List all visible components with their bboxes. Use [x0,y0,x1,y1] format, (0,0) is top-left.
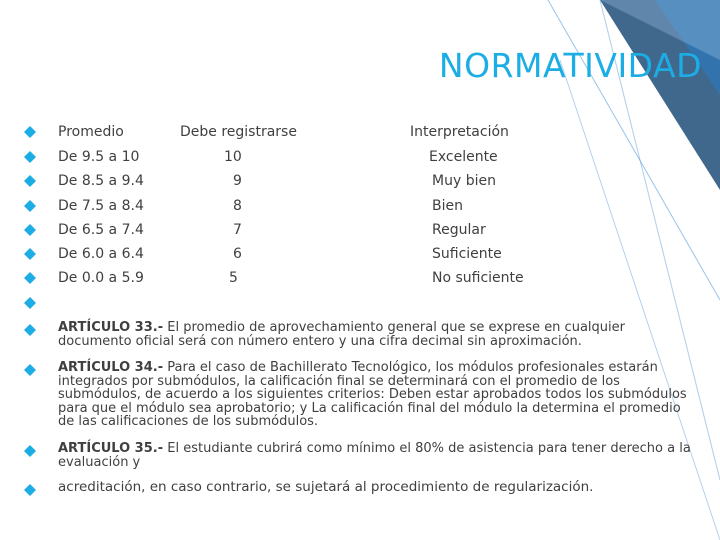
cell-interpretacion: No suficiente [432,270,524,286]
table-row [0,147,720,167]
header-promedio: Promedio [58,124,124,140]
cell-registro: 7 [233,222,242,238]
cell-promedio: De 0.0 a 5.9 [58,270,144,286]
cell-registro: 10 [224,149,242,165]
table-row [0,220,720,240]
table-row [0,268,720,288]
cell-interpretacion: Muy bien [432,173,496,189]
article-35-label: ARTÍCULO 35.- [58,441,164,456]
header-interpretacion: Interpretación [410,124,509,140]
diamond-bullet-icon [24,324,36,336]
cell-registro: 8 [233,198,242,214]
diamond-bullet-icon [24,272,36,284]
cell-promedio: De 6.5 a 7.4 [58,222,144,238]
article-34-label: ARTÍCULO 34.- [58,360,164,375]
diamond-bullet-icon [24,126,36,138]
diamond-bullet-icon [24,224,36,236]
cell-promedio: De 9.5 a 10 [58,149,140,165]
cell-interpretacion: Regular [432,222,486,238]
diamond-bullet-icon [24,484,36,496]
table-row [0,196,720,216]
cell-registro: 6 [233,246,242,262]
cell-promedio: De 8.5 a 9.4 [58,173,144,189]
table-header-row [0,122,720,142]
article-33-label: ARTÍCULO 33.- [58,320,164,335]
diamond-bullet-icon [24,151,36,163]
empty-bullet-row [0,293,720,313]
diamond-bullet-icon [24,445,36,457]
table-row [0,171,720,191]
cell-interpretacion: Suficiente [432,246,502,262]
table-row [0,244,720,264]
header-debe-registrarse: Debe registrarse [180,124,297,140]
last-line: acreditación, en caso contrario, se sujetará al procedimiento de regularización. [58,479,594,495]
diamond-bullet-icon [24,364,36,376]
cell-registro: 9 [233,173,242,189]
cell-registro: 5 [229,270,238,286]
article-35-text: El estudiante cubrirá como mínimo el 80% de asistencia para tener derecho a la evaluación y [58,441,691,470]
cell-interpretacion: Excelente [429,149,498,165]
slide-title: NORMATIVIDAD [438,46,702,85]
cell-interpretacion: Bien [432,198,463,214]
diamond-bullet-icon [24,175,36,187]
diamond-bullet-icon [24,248,36,260]
diamond-bullet-icon [24,297,36,309]
article-33-text: El promedio de aprovechamiento general que se exprese en cualquier documento oficial será con número entero y una cifra decimal sin aproximación. [58,320,625,349]
cell-promedio: De 7.5 a 8.4 [58,198,144,214]
article-33 [58,321,698,348]
article-34-text: Para el caso de Bachillerato Tecnológico, los módulos profesionales estarán integrados por submódulos, la calificación final se determinará con el promedio de los submódulos, de acuerdo a los siguientes criterios: Deben estar aprobados todos los submódulos para que el módulo sea aprobatorio; y La calificación final del módulo la determina el promedio de las calificaciones de los submódulos. [58,360,687,429]
cell-promedio: De 6.0 a 6.4 [58,246,144,262]
diamond-bullet-icon [24,200,36,212]
article-34 [58,361,698,429]
article-35 [58,442,698,469]
